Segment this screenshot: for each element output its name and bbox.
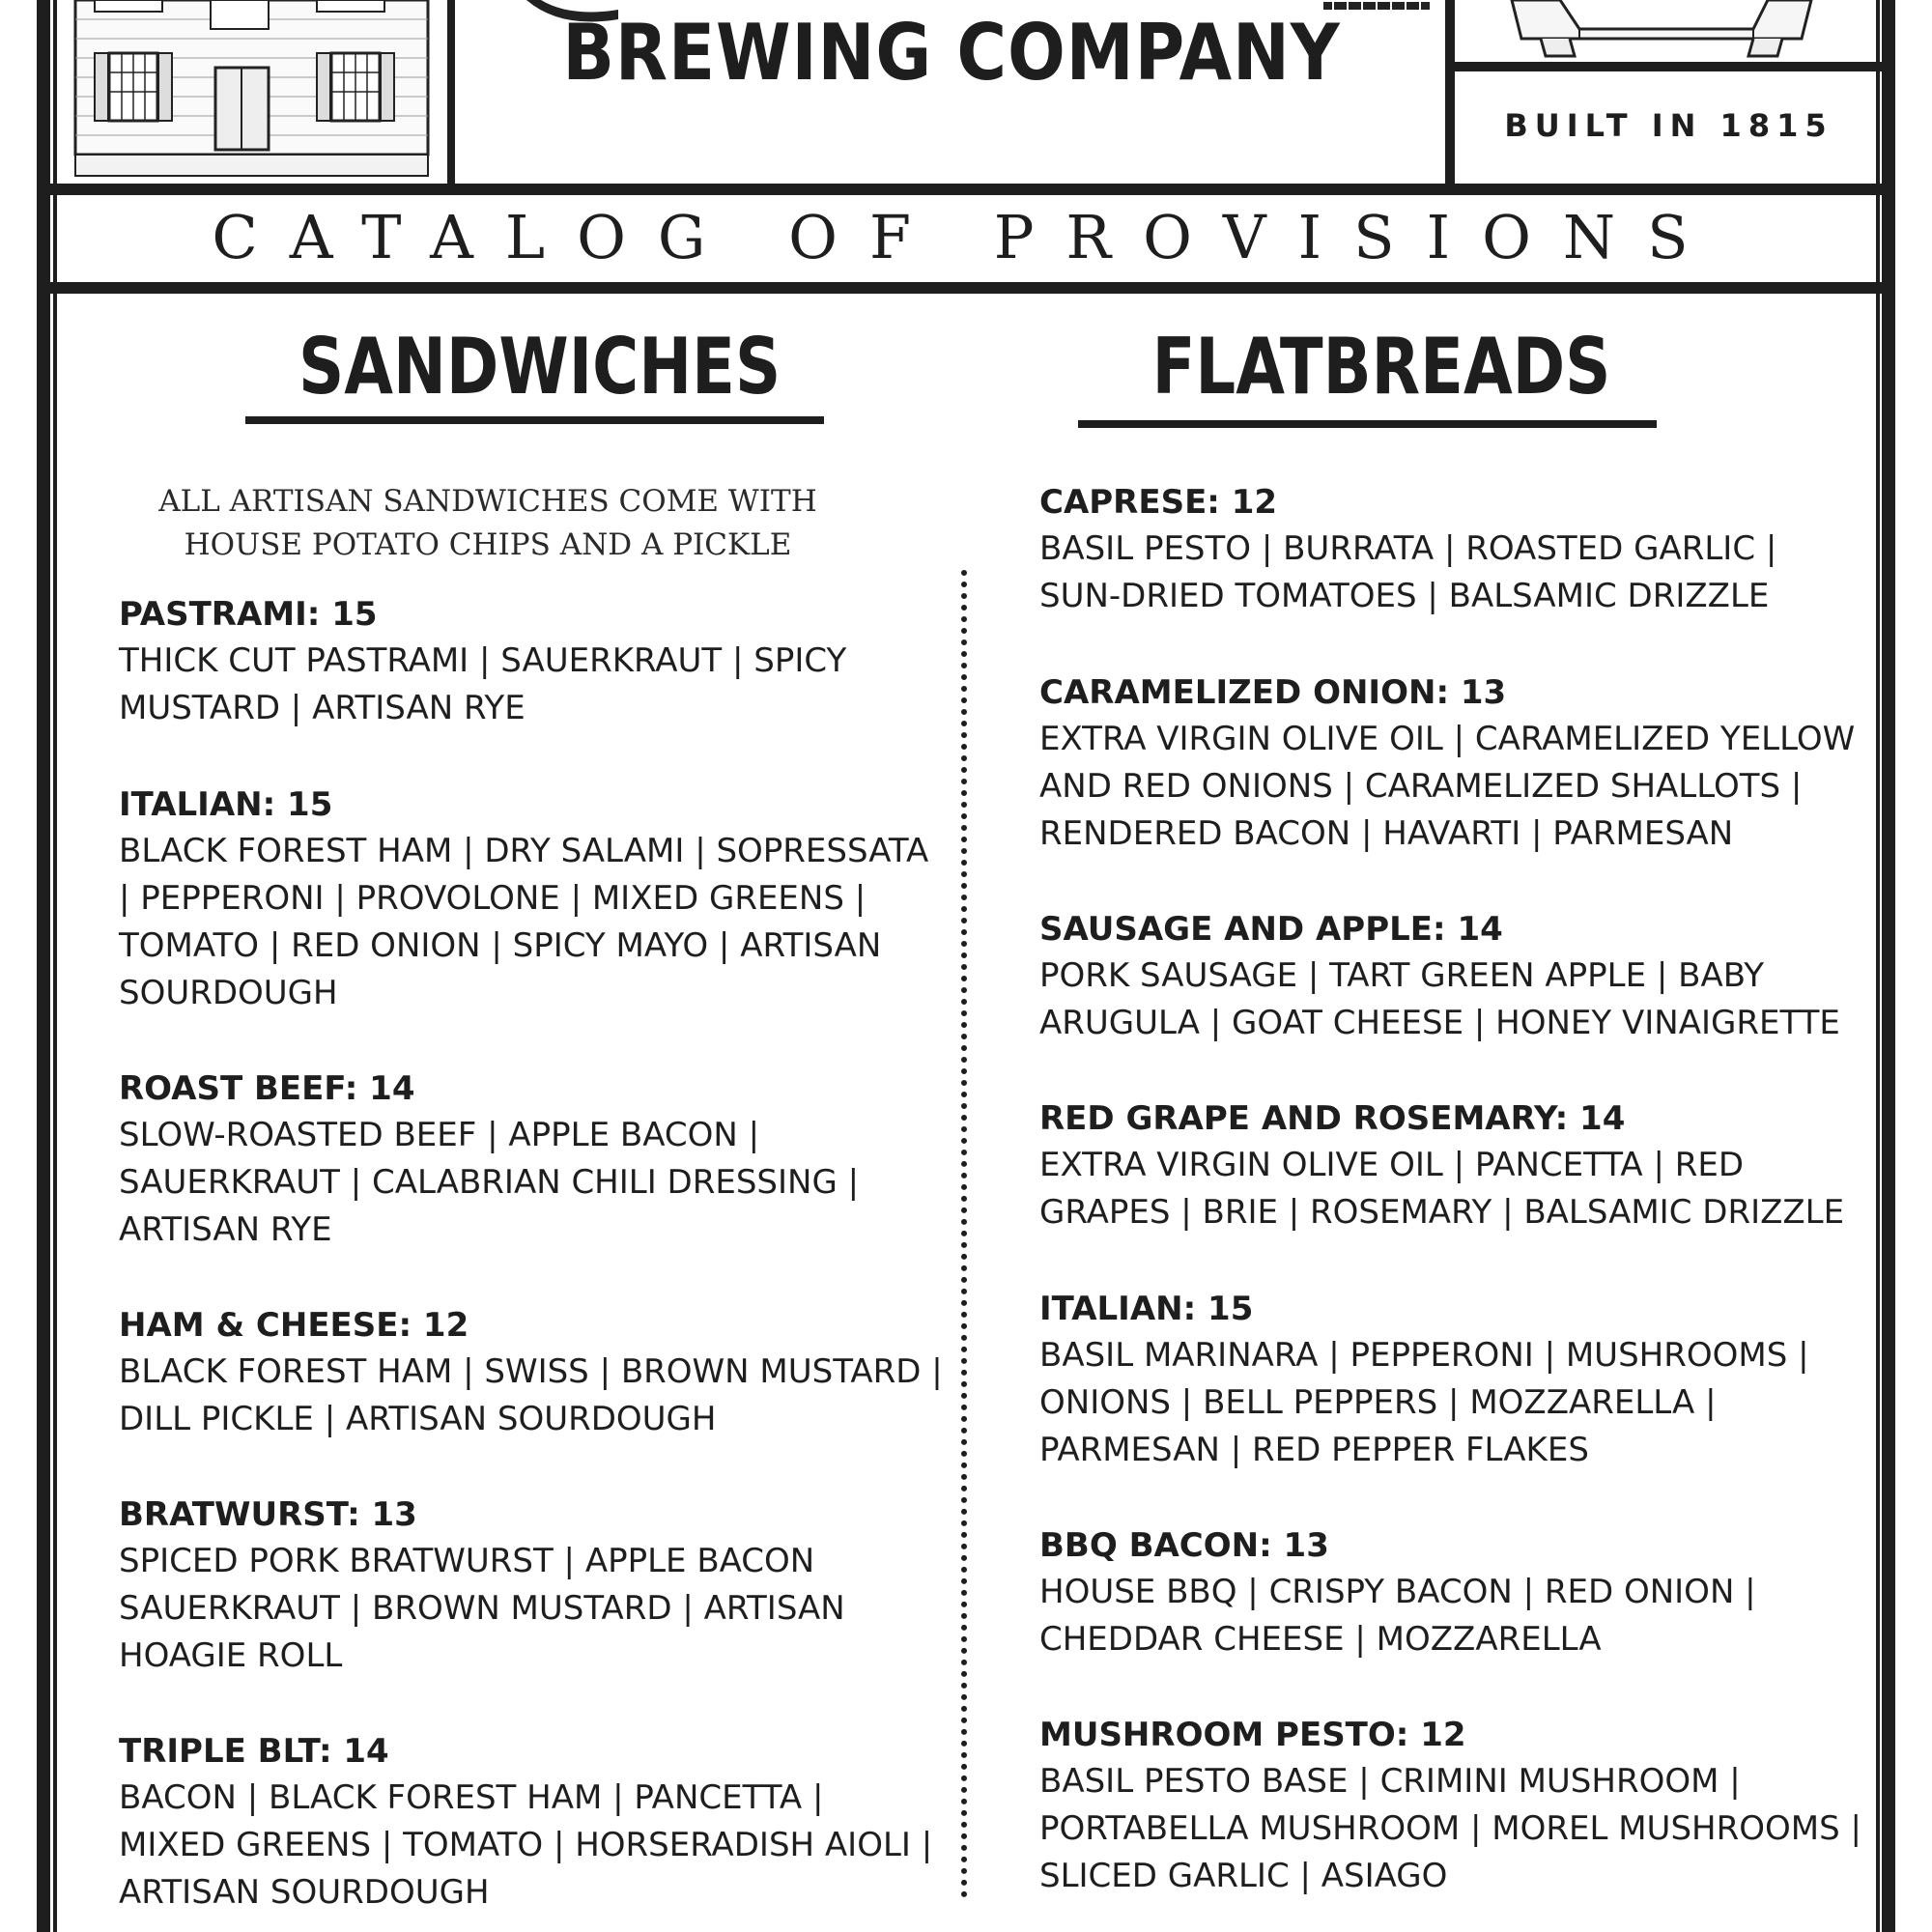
sandwich-item [119, 1732, 988, 1917]
item-description: BASIL MARINARA | PEPPERONI | MUSHROOMS | ONIONS | BELL PEPPERS | MOZZARELLA | PARMESAN | RED PEPPER FLAKES [1039, 1336, 1809, 1469]
header-built-top-line [1449, 62, 1895, 71]
flatbread-item [1039, 1290, 1909, 1474]
flatbread-item [1039, 483, 1909, 620]
flatbread-item [1039, 1716, 1909, 1900]
item-name: BRATWURST: 13 [119, 1495, 417, 1534]
sandwich-item [119, 1069, 988, 1254]
flatbreads-underline [1078, 420, 1657, 428]
flatbread-item [1039, 673, 1909, 858]
item-name: HAM & CHEESE: 12 [119, 1306, 469, 1345]
item-description: BLACK FOREST HAM | DRY SALAMI | SOPRESSATA | PEPPERONI | PROVOLONE | MIXED GREENS | TOMATO | RED ONION | SPICY MAYO | ARTISAN SOURDOUGH [119, 832, 929, 1012]
item-description: EXTRA VIRGIN OLIVE OIL | CARAMELIZED YELLOW AND RED ONIONS | CARAMELIZED SHALLOTS | RENDERED BACON | HAVARTI | PARMESAN [1039, 720, 1856, 853]
item-name: ROAST BEEF: 14 [119, 1069, 415, 1108]
item-name: CAPRESE: 12 [1039, 483, 1278, 522]
item-description: SPICED PORK BRATWURST | APPLE BACON SAUERKRAUT | BROWN MUSTARD | ARTISAN HOAGIE ROLL [119, 1542, 845, 1675]
item-name: TRIPLE BLT: 14 [119, 1732, 389, 1771]
column-separator [961, 570, 967, 1898]
flatbread-item [1039, 1099, 1909, 1236]
item-name: ITALIAN: 15 [1039, 1290, 1254, 1328]
flatbread-item [1039, 1526, 1909, 1663]
item-description: BASIL PESTO | BURRATA | ROASTED GARLIC | SUN-DRIED TOMATOES | BALSAMIC DRIZZLE [1039, 529, 1777, 615]
item-description: BACON | BLACK FOREST HAM | PANCETTA | MIXED GREENS | TOMATO | HORSERADISH AIOLI | ARTISAN SOURDOUGH [119, 1778, 933, 1912]
item-description: BASIL PESTO BASE | CRIMINI MUSHROOM | PORTABELLA MUSHROOM | MOREL MUSHROOMS | SLICED GARLIC | ASIAGO [1039, 1762, 1861, 1895]
item-name: MUSHROOM PESTO: 12 [1039, 1716, 1466, 1754]
item-description: THICK CUT PASTRAMI | SAUERKRAUT | SPICY MUSTARD | ARTISAN RYE [119, 641, 847, 727]
catalog-title: CATALOG OF PROVISIONS [212, 202, 1720, 272]
sandwich-item [119, 1306, 988, 1443]
sandwich-item [119, 595, 988, 732]
flatbreads-heading: FLATBREADS [1151, 322, 1611, 412]
item-name: ITALIAN: 15 [119, 785, 333, 824]
item-name: CARAMELIZED ONION: 13 [1039, 673, 1507, 712]
item-description: BLACK FOREST HAM | SWISS | BROWN MUSTARD | DILL PICKLE | ARTISAN SOURDOUGH [119, 1352, 943, 1438]
item-name: BBQ BACON: 13 [1039, 1526, 1329, 1565]
sandwiches-underline [245, 416, 824, 424]
sandwich-item [119, 1495, 988, 1680]
item-name: PASTRAMI: 15 [119, 595, 378, 634]
catalog-bottom-border [37, 282, 1895, 294]
item-name: RED GRAPE AND ROSEMARY: 14 [1039, 1099, 1626, 1138]
building-illustration [56, 0, 447, 184]
sandwich-item [119, 785, 988, 1017]
sandwiches-heading: SANDWICHES [298, 322, 781, 412]
flatbread-item [1039, 910, 1909, 1047]
item-name: SAUSAGE AND APPLE: 14 [1039, 910, 1503, 949]
built-in-label: BUILT IN 1815 [1504, 107, 1833, 144]
brand-logo [454, 0, 1449, 184]
item-description: HOUSE BBQ | CRISPY BACON | RED ONION | CHEDDAR CHEESE | MOZZARELLA [1039, 1573, 1756, 1659]
item-description: EXTRA VIRGIN OLIVE OIL | PANCETTA | RED GRAPES | BRIE | ROSEMARY | BALSAMIC DRIZZLE [1039, 1146, 1845, 1232]
item-description: PORK SAUSAGE | TART GREEN APPLE | BABY ARUGULA | GOAT CHEESE | HONEY VINAIGRETTE [1039, 956, 1840, 1042]
brand-name: BREWING COMPANY [562, 8, 1341, 98]
sandwiches-note: ALL ARTISAN SANDWICHES COME WITH HOUSE POTATO CHIPS AND A PICKLE [158, 484, 817, 562]
item-description: SLOW-ROASTED BEEF | APPLE BACON | SAUERKRAUT | CALABRIAN CHILI DRESSING | ARTISAN RYE [119, 1116, 860, 1249]
bench-illustration [1502, 0, 1821, 60]
